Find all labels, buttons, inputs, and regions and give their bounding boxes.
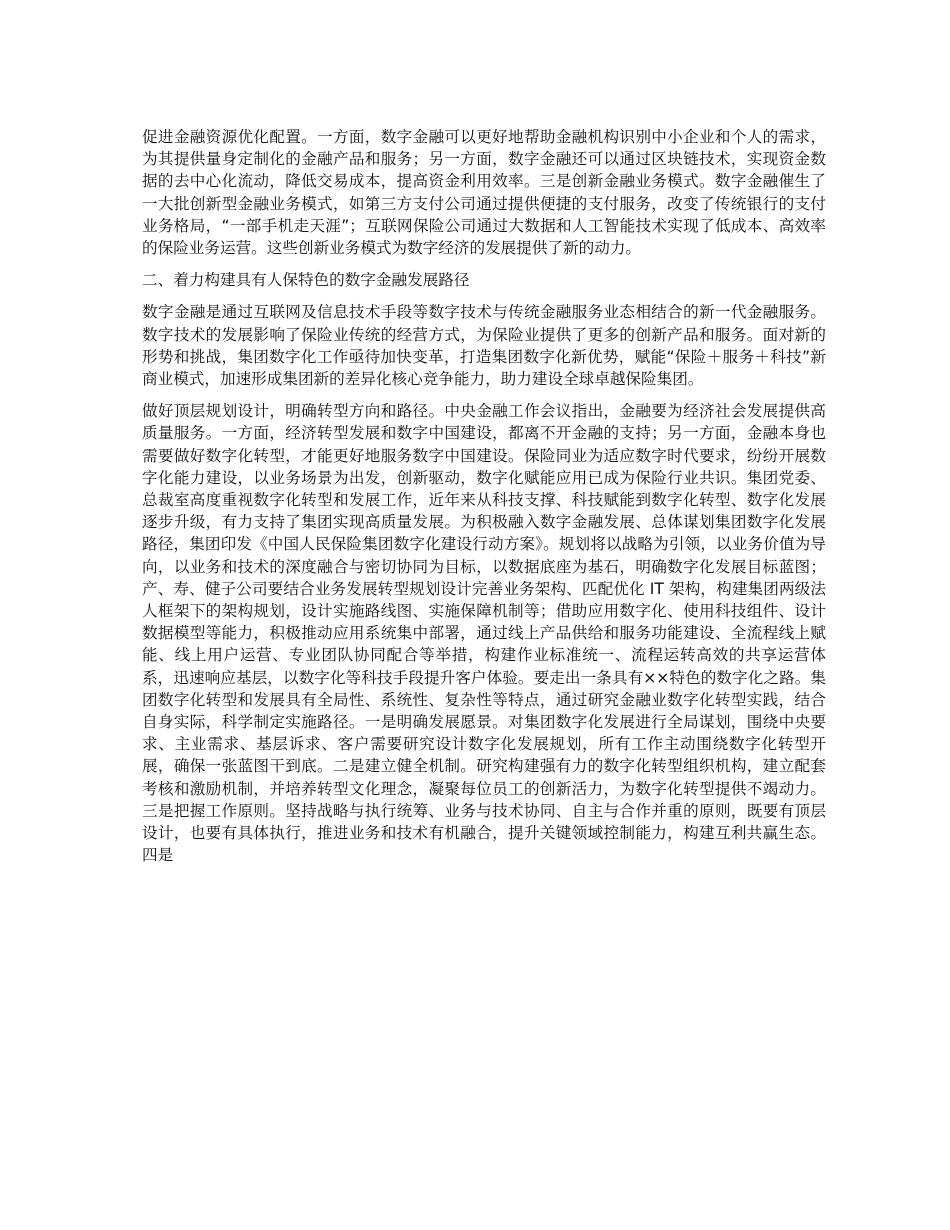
section-heading: 二、着力构建具有人保特色的数字金融发展路径 <box>142 271 470 290</box>
paragraph-digital-finance-benefits: 促进金融资源优化配置。一方面，数字金融可以更好地帮助金融机构识别中小企业和个人的需求，为其提供量身定制化的金融产品和服务；另一方面，数字金融还可以通过区块链技术，实现资金数据的去中心化流动，降低交易成本，提高资金利用效率。三是创新金融业务模式。数字金融催生了一大批创新型金融业务模式，如第三方支付公司通过提供便捷的支付服务，改变了传统银行的支付业务格局，“一部手机走天涯”；互联网保险公司通过大数据和人工智能技术实现了低成本、高效率的保险业务运营。这些创新业务模式为数字经济的发展提供了新的动力。 <box>142 128 826 258</box>
paragraph-top-level-planning: 做好顶层规划设计，明确转型方向和路径。中央金融工作会议指出，金融要为经济社会发展提供高质量服务。一方面，经济转型发展和数字中国建设，都离不开金融的支持；另一方面，金融本身也需要做好数字化转型，才能更好地服务数字中国建设。保险同业为适应数字时代要求，纷纷开展数字化能力建设，以业务场景为出发，创新驱动，数字化赋能应用已成为保险行业共识。集团党委、总裁室高度重视数字化转型和发展工作，近年来从科技支撑、科技赋能到数字化转型、数字化发展逐步升级，有力支持了集团实现高质量发展。为积极融入数字金融发展、总体谋划集团数字化发展路径，集团印发《中国人民保险集团数字化建设行动方案》。规划将以战略为引领，以业务价值为导向，以业务和技术的深度融合与密切协同为目标，以数据底座为基石，明确数字化发展目标蓝图；产、寿、健子公司要结合业务发展转型规划设计完善业务架构、匹配优化 IT 架构，构建集团两级法人框架下的架构规划，设计实施路线图、实施保障机制等；借助应用数字化、使用科技组件、设计数据模型等能力，积极推动应用系统集中部署，通过线上产品供给和服务功能建设、全流程线上赋能、线上用户运营、专业团队协同配合等举措，构建作业标准统一、流程运转高效的共享运营体系，迅速响应基层，以数字化等科技手段提升客户体验。要走出一条具有××特色的数字化之路。集团数字化转型和发展具有全局性、系统性、复杂性等特点，通过研究金融业数字化转型实践，结合自身实际，科学制定实施路径。一是明确发展愿景。对集团数字化发展进行全局谋划，围绕中央要求、主业需求、基层诉求、客户需要研究设计数字化发展规划，所有工作主动围绕数字化转型开展，确保一张蓝图干到底。二是建立健全机制。研究构建强有力的数字化转型组织机构，建立配套考核和激励机制，并培养转型文化理念，凝聚每位员工的创新活力，为数字化转型提供不竭动力。三是把握工作原则。坚持战略与执行统筹、业务与技术协同、自主与合作并重的原则，既要有顶层设计，也要有具体执行，推进业务和技术有机融合，提升关键领域控制能力，构建互利共赢生态。四是 <box>142 402 826 865</box>
document-body <box>142 126 826 877</box>
paragraph-digital-finance-definition: 数字金融是通过互联网及信息技术手段等数字技术与传统金融服务业态相结合的新一代金融服务。数字技术的发展影响了保险业传统的经营方式，为保险业提供了更多的创新产品和服务。面对新的形势和挑战，集团数字化工作亟待加快变革，打造集团数字化新优势，赋能“保险＋服务＋科技”新商业模式，加速形成集团新的差异化核心竞争能力，助力建设全球卓越保险集团。 <box>142 303 826 389</box>
